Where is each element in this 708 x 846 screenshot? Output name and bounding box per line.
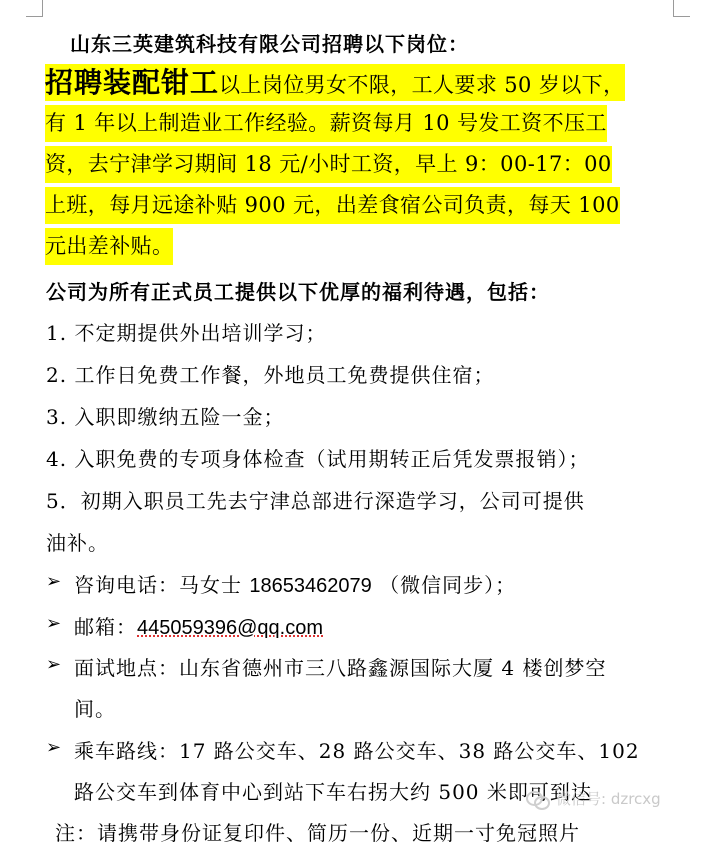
benefit-item-1: 1. 不定期提供外出培训学习； xyxy=(46,321,327,345)
job-highlight-line-4: 上班，每月远途补贴 900 元，出差食宿公司负责，每天 100 xyxy=(45,187,620,224)
job-text-line-1: 以上岗位男女不限，工人要求 50 岁以下， xyxy=(219,73,625,97)
watermark-text: 微信号: dzrcxg xyxy=(556,790,661,808)
contact-phone-line xyxy=(74,569,516,598)
bullet-arrow-icon: ➢ xyxy=(46,571,62,592)
email-address[interactable]: 445059396@qq.com xyxy=(137,617,323,639)
benefit-item-5-cont: 油补。 xyxy=(46,531,109,555)
job-name: 招聘装配钳工 xyxy=(45,66,220,99)
wechat-watermark xyxy=(526,788,661,809)
route-line-2: 路公交车到体育中心到站下车右拐大约 500 米即可到达 xyxy=(74,780,592,804)
phone-number: 18653462079 xyxy=(249,575,372,597)
benefit-item-4: 4. 入职免费的专项身体检查（试用期转正后凭发票报销）； xyxy=(46,447,590,471)
phone-note: （微信同步）； xyxy=(379,573,517,597)
route-line-1: 乘车路线：17 路公交车、28 路公交车、38 路公交车、102 xyxy=(74,739,640,763)
document-title: 山东三英建筑科技有限公司招聘以下岗位： xyxy=(70,32,469,56)
bullet-arrow-icon: ➢ xyxy=(46,613,62,634)
benefit-item-3: 3. 入职即缴纳五险一金； xyxy=(46,405,285,429)
job-highlight-line-1 xyxy=(45,64,625,101)
bullet-arrow-icon: ➢ xyxy=(46,654,62,675)
benefit-item-2: 2. 工作日免费工作餐，外地员工免费提供住宿； xyxy=(46,363,495,387)
bullet-arrow-icon: ➢ xyxy=(46,737,62,758)
phone-label: 咨询电话：马女士 xyxy=(74,573,242,597)
contact-email-line xyxy=(74,611,323,640)
benefits-heading: 公司为所有正式员工提供以下优厚的福利待遇，包括： xyxy=(46,280,550,304)
address-line-1: 面试地点：山东省德州市三八路鑫源国际大厦 4 楼创梦空 xyxy=(74,656,607,680)
benefit-item-5: 5．初期入职员工先去宁津总部进行深造学习，公司可提供 xyxy=(46,489,585,513)
job-highlight-line-2: 有 1 年以上制造业工作经验。薪资每月 10 号发工资不压工 xyxy=(45,105,607,142)
page-corner-mark-left xyxy=(26,0,43,17)
page-corner-mark-right xyxy=(673,0,690,17)
note-line-partial: 注：请携带身份证复印件、简历一份、近期一寸免冠照片 xyxy=(55,821,580,845)
email-label: 邮箱： xyxy=(74,615,137,639)
wechat-icon xyxy=(526,789,550,809)
address-line-2: 间。 xyxy=(74,697,116,721)
job-highlight-line-3: 资，去宁津学习期间 18 元/小时工资，早上 9：00-17：00 xyxy=(45,146,612,183)
job-highlight-line-5: 元出差补贴。 xyxy=(45,228,173,265)
